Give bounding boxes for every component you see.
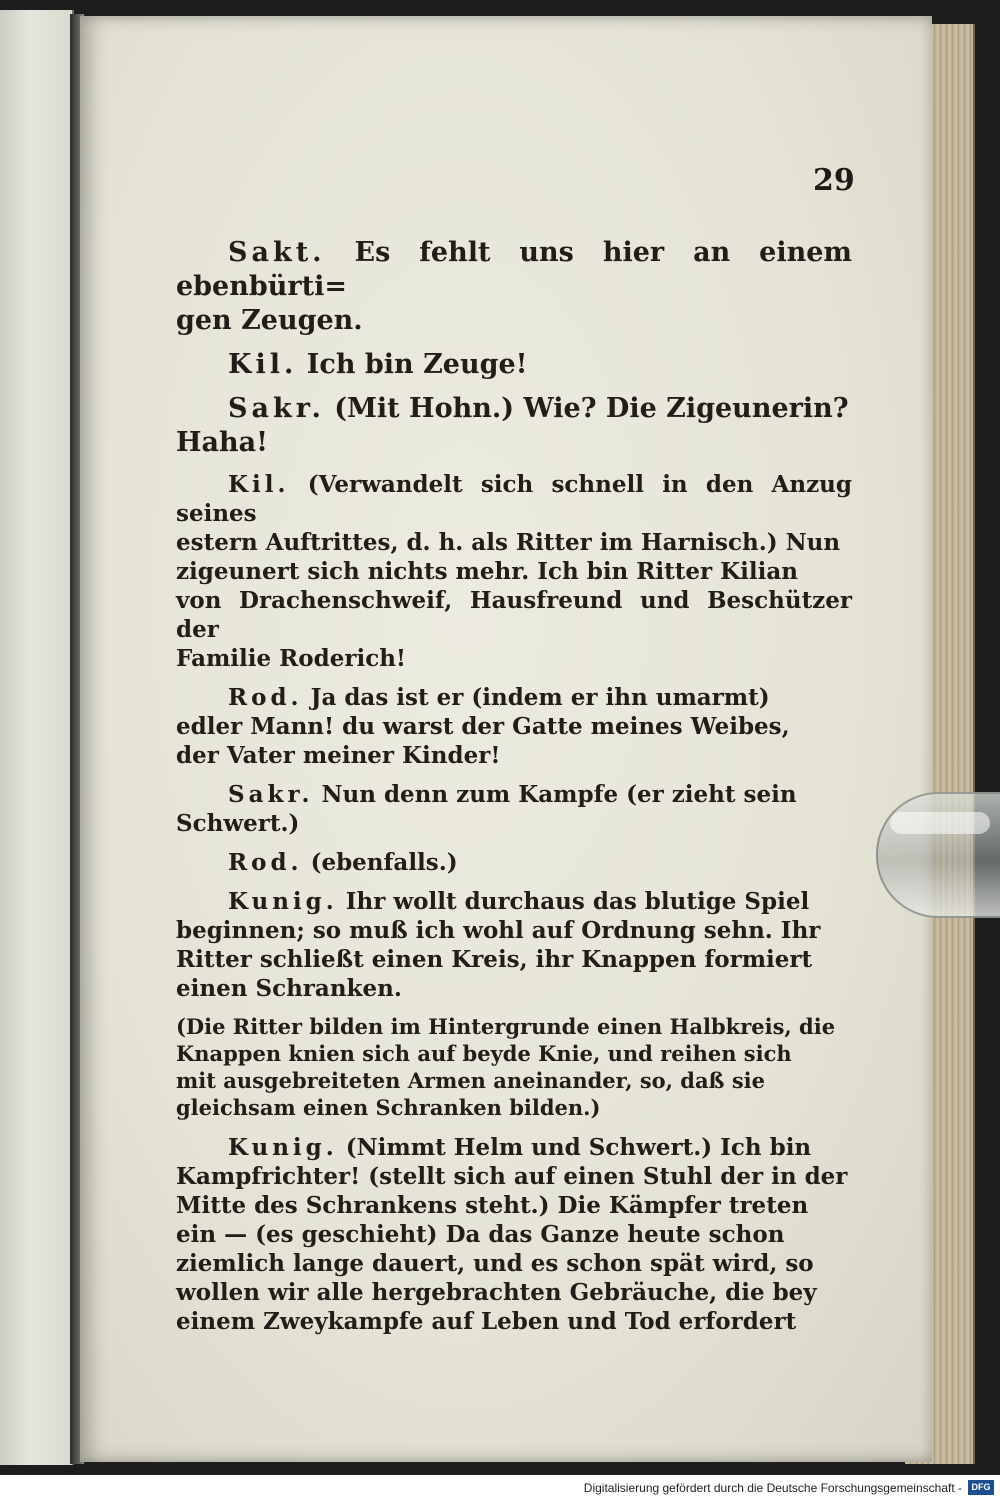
text-line: (Mit Hohn.) Wie? Die Zigeunerin?: [334, 393, 849, 424]
text-line: Nun denn zum Kampfe (er zieht sein: [321, 781, 797, 808]
text-line: beginnen; so muß ich wohl auf Ordnung sehn. Ihr: [176, 917, 821, 944]
stage-direction: [176, 1013, 852, 1121]
text-line: (ebenfalls.): [310, 849, 458, 876]
text-line: Es fehlt uns hier an einem ebenbürti=: [176, 237, 852, 302]
stage-line: Knappen knien sich auf beyde Knie, und reihen sich: [176, 1041, 792, 1066]
text-line: Familie Roderich!: [176, 645, 407, 672]
dialogue-paragraph-3: [176, 392, 852, 460]
text-line: (Verwandelt sich schnell in den Anzug seines: [176, 471, 852, 527]
text-line: Ich bin Zeuge!: [306, 349, 528, 380]
text-line: zigeunert sich nichts mehr. Ich bin Ritter Kilian: [176, 558, 798, 585]
text-line: Mitte des Schrankens steht.) Die Kämpfer treten: [176, 1192, 809, 1219]
text-line: der Vater meiner Kinder!: [176, 742, 501, 769]
digitization-footer: [0, 1475, 1000, 1501]
footer-credit: Digitalisierung gefördert durch die Deutsche Forschungsgemeinschaft -: [583, 1481, 962, 1495]
glass-highlight: [890, 812, 990, 834]
text-line: Kampfrichter! (stellt sich auf einen Stuhl der in der: [176, 1163, 848, 1190]
text-line: (Nimmt Helm und Schwert.) Ich bin: [345, 1134, 812, 1161]
text-line: von Drachenschweif, Hausfreund und Beschützer der: [176, 587, 852, 643]
text-line: Ritter schließt einen Kreis, ihr Knappen formiert: [176, 946, 813, 973]
text-line: ein — (es geschieht) Da das Ganze heute schon: [176, 1221, 785, 1248]
speaker: Kunig.: [228, 888, 338, 915]
dialogue-paragraph-4: [176, 470, 852, 673]
text-line: estern Auftrittes, d. h. als Ritter im Harnisch.) Nun: [176, 529, 841, 556]
text-line: Haha!: [176, 427, 268, 458]
dialogue-paragraph-9: [176, 1133, 852, 1336]
speaker: Rod.: [228, 684, 303, 711]
speaker: Sakr.: [228, 781, 314, 808]
text-line: Schwert.): [176, 810, 300, 837]
text-line: gen Zeugen.: [176, 305, 363, 336]
speaker: Sakr.: [228, 393, 325, 424]
dialogue-paragraph-8: [176, 887, 852, 1003]
speaker: Kil.: [228, 349, 298, 380]
dfg-logo-icon: DFG: [968, 1480, 994, 1495]
left-page-edge: [0, 10, 74, 1465]
speaker: Sakt.: [228, 237, 326, 268]
stage-line: (Die Ritter bilden im Hintergrunde einen Halbkreis, die: [176, 1014, 836, 1039]
stage-line: gleichsam einen Schranken bilden.): [176, 1095, 601, 1120]
dialogue-paragraph-1: [176, 236, 852, 338]
dialogue-paragraph-6: [176, 780, 852, 838]
page-number: 29: [813, 163, 855, 198]
page-text: [176, 236, 852, 1346]
dialogue-paragraph-7: [176, 848, 852, 877]
glass-page-weight: [876, 792, 1000, 918]
text-line: einen Schranken.: [176, 975, 402, 1002]
text-line: Ihr wollt durchaus das blutige Spiel: [345, 888, 810, 915]
text-line: einem Zweykampfe auf Leben und Tod erfordert: [176, 1308, 797, 1335]
speaker: Kunig.: [228, 1134, 338, 1161]
dialogue-paragraph-5: [176, 683, 852, 770]
stage-line: mit ausgebreiteten Armen aneinander, so, daß sie: [176, 1068, 765, 1093]
text-line: wollen wir alle hergebrachten Gebräuche, die bey: [176, 1279, 817, 1306]
text-line: ziemlich lange dauert, und es schon spät wird, so: [176, 1250, 814, 1277]
dialogue-paragraph-2: [176, 348, 852, 382]
speaker: Rod.: [228, 849, 303, 876]
text-line: edler Mann! du warst der Gatte meines Weibes,: [176, 713, 790, 740]
text-line: Ja das ist er (indem er ihn umarmt): [310, 684, 770, 711]
speaker: Kil.: [228, 471, 290, 498]
